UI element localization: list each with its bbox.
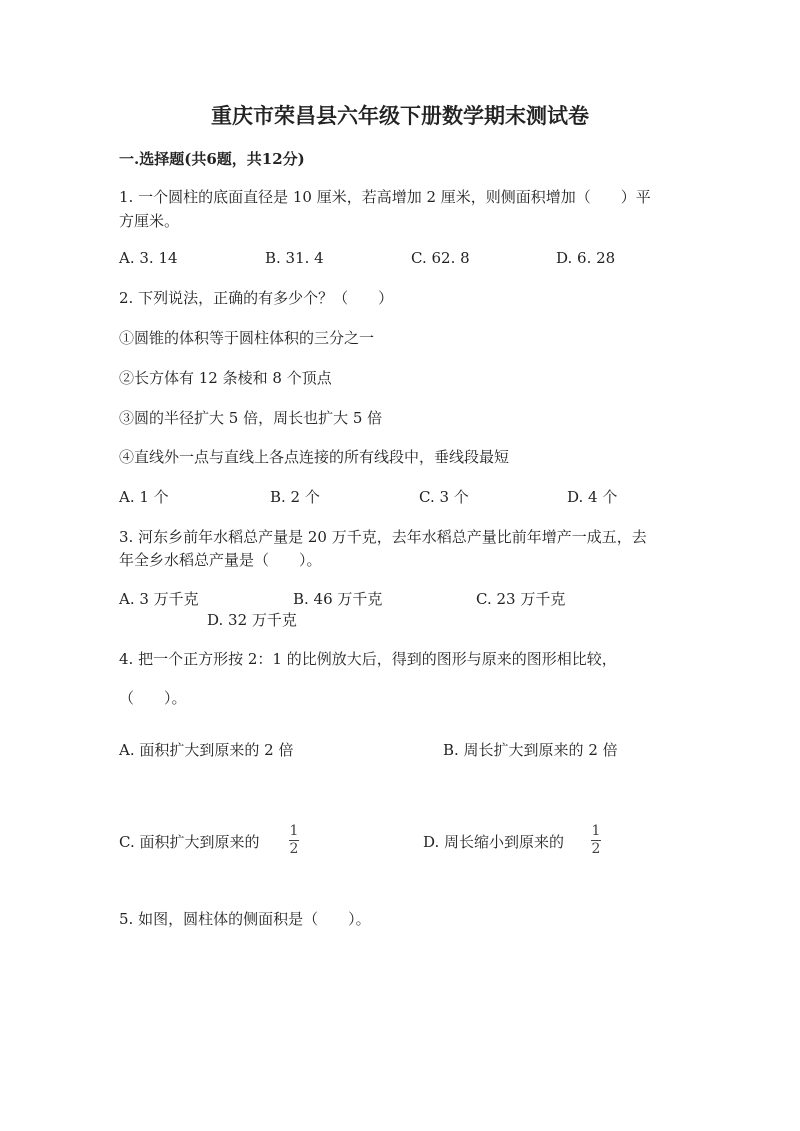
- page-title: 重庆市荣昌县六年级下册数学期末测试卷: [211, 103, 589, 128]
- question-2-option-a[interactable]: A. 1 个: [119, 488, 169, 506]
- question-4-stem-line2: （ ）。: [119, 689, 187, 707]
- section-heading: 一.选择题(共6题，共12分): [119, 150, 305, 168]
- question-2-statement-1: ①圆锥的体积等于圆柱体积的三分之一: [119, 329, 375, 347]
- question-1-option-a[interactable]: A. 3. 14: [119, 249, 178, 267]
- question-1-option-d[interactable]: D. 6. 28: [556, 249, 616, 267]
- question-2-statement-3: ③圆的半径扩大 5 倍，周长也扩大 5 倍: [119, 409, 383, 427]
- question-1-option-c[interactable]: C. 62. 8: [411, 249, 470, 267]
- fraction-numerator: 1: [289, 823, 299, 839]
- question-1-stem-line1: 1. 一个圆柱的底面直径是 10 厘米，若高增加 2 厘米，则侧面积增加（ ）平: [119, 188, 651, 206]
- question-3-stem-line2: 年全乡水稻总产量是（ ）。: [119, 551, 322, 569]
- question-3-stem-line1: 3. 河东乡前年水稻总产量是 20 万千克，去年水稻总产量比前年增产一成五，去: [119, 528, 647, 546]
- question-3-option-d[interactable]: D. 32 万千克: [207, 611, 297, 629]
- question-3-option-c[interactable]: C. 23 万千克: [476, 590, 566, 608]
- question-4-stem-line1: 4. 把一个正方形按 2：1 的比例放大后，得到的图形与原来的图形相比较，: [119, 650, 617, 668]
- question-1-stem-line2: 方厘米。: [119, 212, 180, 230]
- question-2-statement-2: ②长方体有 12 条棱和 8 个顶点: [119, 369, 332, 387]
- question-2-option-b[interactable]: B. 2 个: [270, 488, 320, 506]
- fraction-denominator: 2: [591, 841, 601, 857]
- fraction-denominator: 2: [289, 841, 299, 857]
- question-4-option-b[interactable]: B. 周长扩大到原来的 2 倍: [443, 741, 618, 759]
- question-2-statement-4: ④直线外一点与直线上各点连接的所有线段中，垂线段最短: [119, 448, 510, 466]
- question-2-option-d[interactable]: D. 4 个: [567, 488, 618, 506]
- question-5-stem: 5. 如图，圆柱体的侧面积是（ ）。: [119, 910, 371, 928]
- question-4-option-a[interactable]: A. 面积扩大到原来的 2 倍: [119, 741, 294, 759]
- question-3-option-a[interactable]: A. 3 万千克: [119, 590, 199, 608]
- question-2-stem: 2. 下列说法，正确的有多少个？（ ）: [119, 289, 394, 307]
- fraction-one-half-d: [591, 824, 601, 857]
- question-1-option-b[interactable]: B. 31. 4: [265, 249, 324, 267]
- question-4-option-c[interactable]: C. 面积扩大到原来的: [119, 833, 260, 851]
- question-3-option-b[interactable]: B. 46 万千克: [293, 590, 383, 608]
- question-2-option-c[interactable]: C. 3 个: [419, 488, 469, 506]
- fraction-numerator: 1: [591, 823, 601, 839]
- fraction-one-half-c: [289, 824, 299, 857]
- question-4-option-d[interactable]: D. 周长缩小到原来的: [423, 833, 565, 851]
